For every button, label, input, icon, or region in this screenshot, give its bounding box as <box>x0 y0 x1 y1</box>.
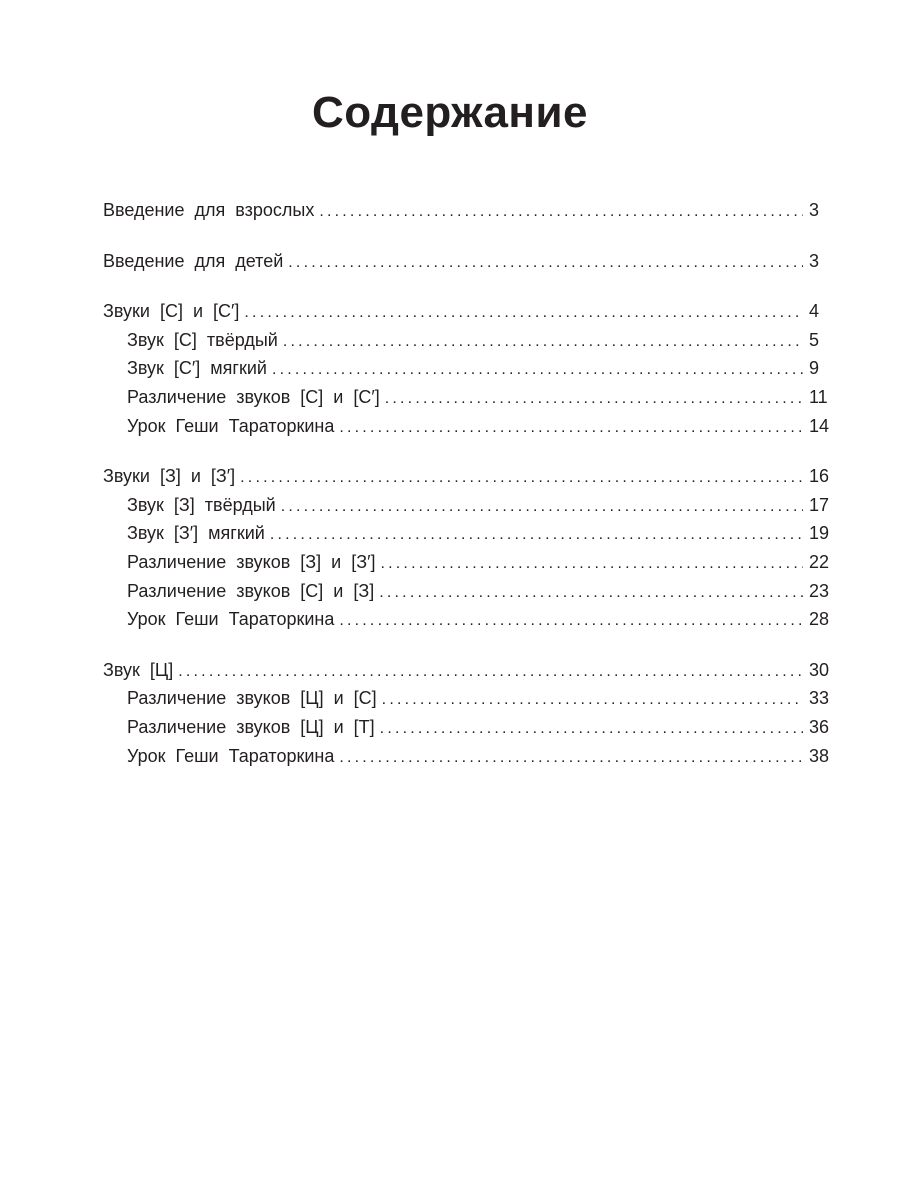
toc-subentry <box>103 326 819 355</box>
toc-subentry <box>103 684 830 713</box>
toc-section <box>103 297 830 440</box>
toc-entry-title: Звук [З] твёрдый <box>127 494 276 515</box>
dot-leader <box>380 550 803 579</box>
toc-entry <box>103 656 830 685</box>
toc-section <box>103 196 819 225</box>
toc-entry-title: Урок Геши Тараторкина <box>127 609 335 630</box>
toc-entry-title: Различение звуков [Ц] и [Т] <box>127 716 375 737</box>
toc-entry-title: Звуки [З] и [З′] <box>103 466 236 487</box>
dot-leader <box>319 198 803 227</box>
toc-subentry <box>103 354 819 383</box>
toc-page-number: 28 <box>809 609 830 630</box>
toc-page-number: 5 <box>809 329 820 350</box>
toc-page-number: 3 <box>809 250 820 271</box>
toc-page-number: 3 <box>809 200 820 220</box>
toc-entry-title: Звуки [С] и [С′] <box>103 301 240 322</box>
dot-leader <box>339 744 803 773</box>
toc-section <box>103 656 830 770</box>
toc-entry-title: Различение звуков [С] и [З] <box>127 580 375 601</box>
dot-leader <box>339 607 803 636</box>
dot-leader <box>380 715 803 744</box>
toc-entry-title: Различение звуков [З] и [З′] <box>127 551 376 572</box>
toc-subentry <box>103 412 830 441</box>
toc-page-number: 23 <box>809 580 830 601</box>
dot-leader <box>272 356 803 385</box>
dot-leader <box>244 299 803 328</box>
toc-entry-title: Звук [З′] мягкий <box>127 523 265 544</box>
toc-section <box>103 247 819 276</box>
toc-subentry <box>103 383 828 412</box>
toc-subentry <box>103 742 830 771</box>
dot-leader <box>382 686 803 715</box>
toc-page-number: 36 <box>809 716 830 737</box>
toc-subentry <box>103 605 830 634</box>
toc-entry-title: Урок Геши Тараторкина <box>127 415 335 436</box>
toc-section <box>103 462 830 634</box>
toc-page-number: 22 <box>809 551 830 572</box>
toc-entry-title: Урок Геши Тараторкина <box>127 745 335 766</box>
toc-subentry <box>103 713 830 742</box>
toc-entry-title: Введение для взрослых <box>103 200 315 220</box>
toc-entry-title: Различение звуков [Ц] и [С] <box>127 688 377 709</box>
toc-page-number: 17 <box>809 494 830 515</box>
toc-subentry <box>103 519 830 548</box>
dot-leader <box>178 658 803 687</box>
toc-subentry <box>103 491 830 520</box>
toc-page-number: 38 <box>809 745 830 766</box>
dot-leader <box>240 464 803 493</box>
toc-page-number: 19 <box>809 523 830 544</box>
dot-leader <box>385 385 803 414</box>
toc-page-number: 9 <box>809 358 820 379</box>
toc-entry-title: Введение для детей <box>103 250 284 271</box>
toc-subentry <box>103 577 830 606</box>
toc-page-number: 14 <box>809 415 830 436</box>
toc-subentry <box>103 548 830 577</box>
dot-leader <box>379 579 803 608</box>
dot-leader <box>270 521 803 550</box>
toc-entry <box>103 196 819 225</box>
toc-page-number: 33 <box>809 688 830 709</box>
dot-leader <box>283 328 803 357</box>
toc-page-number: 16 <box>809 466 830 487</box>
toc-entry-title: Звук [С′] мягкий <box>127 358 267 379</box>
table-of-contents <box>103 196 830 792</box>
dot-leader <box>339 414 803 443</box>
toc-page-number: 4 <box>809 301 820 322</box>
toc-page-number: 30 <box>809 659 830 680</box>
toc-entry-title: Звук [С] твёрдый <box>127 329 278 350</box>
page-title: Содержание <box>311 88 589 137</box>
toc-page-number: 11 <box>809 386 828 407</box>
dot-leader <box>281 493 803 522</box>
toc-entry-title: Звук [Ц] <box>103 659 174 680</box>
dot-leader <box>288 249 803 278</box>
toc-entry <box>103 297 819 326</box>
toc-entry <box>103 247 819 276</box>
toc-entry-title: Различение звуков [С] и [С′] <box>127 386 380 407</box>
toc-entry <box>103 462 830 491</box>
